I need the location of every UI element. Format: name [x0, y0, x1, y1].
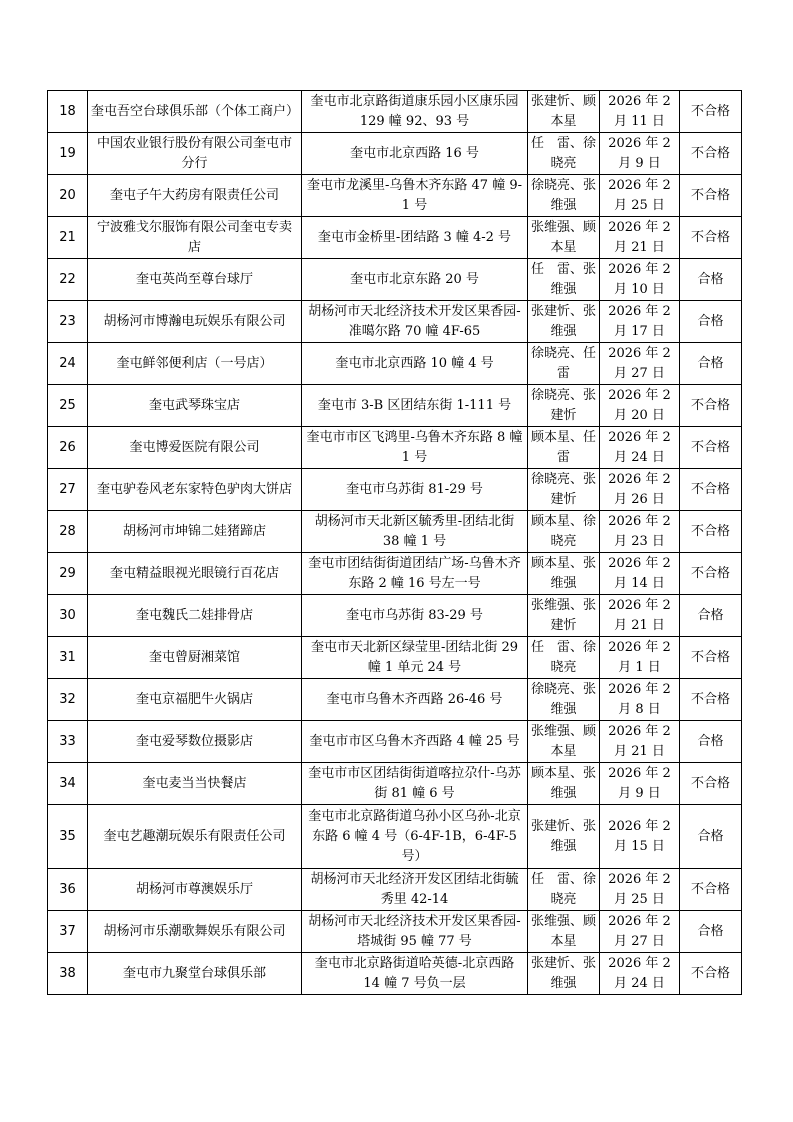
result-cell: 合格	[680, 595, 742, 637]
result-cell: 不合格	[680, 763, 742, 805]
row-number-cell: 36	[48, 869, 88, 911]
inspectors-cell: 张维强、顾本星	[528, 721, 600, 763]
address-cell: 奎屯市乌苏街 83-29 号	[302, 595, 528, 637]
row-number-cell: 27	[48, 469, 88, 511]
table-row	[48, 385, 742, 427]
result-cell: 不合格	[680, 679, 742, 721]
inspectors-cell: 徐晓亮、张维强	[528, 175, 600, 217]
address-cell: 奎屯市龙溪里-乌鲁木齐东路 47 幢 9-1 号	[302, 175, 528, 217]
address-cell: 奎屯市市区团结街街道喀拉尕什-乌苏街 81 幢 6 号	[302, 763, 528, 805]
table-row	[48, 869, 742, 911]
date-cell: 2026 年 2 月 21 日	[600, 595, 680, 637]
entity-name-cell: 奎屯武琴珠宝店	[88, 385, 302, 427]
entity-name-cell: 奎屯爱琴数位摄影店	[88, 721, 302, 763]
result-cell: 不合格	[680, 553, 742, 595]
result-cell: 合格	[680, 259, 742, 301]
row-number-cell: 32	[48, 679, 88, 721]
address-cell: 奎屯市市区飞鸿里-乌鲁木齐东路 8 幢 1 号	[302, 427, 528, 469]
result-cell: 不合格	[680, 869, 742, 911]
inspectors-cell: 顾本星、张维强	[528, 763, 600, 805]
date-cell: 2026 年 2 月 25 日	[600, 175, 680, 217]
date-cell: 2026 年 2 月 10 日	[600, 259, 680, 301]
inspectors-cell: 张维强、张建忻	[528, 595, 600, 637]
inspection-table	[47, 90, 742, 995]
result-cell: 不合格	[680, 91, 742, 133]
address-cell: 奎屯市北京西路 16 号	[302, 133, 528, 175]
date-cell: 2026 年 2 月 9 日	[600, 133, 680, 175]
date-cell: 2026 年 2 月 15 日	[600, 805, 680, 869]
date-cell: 2026 年 2 月 21 日	[600, 721, 680, 763]
inspectors-cell: 徐晓亮、张维强	[528, 679, 600, 721]
row-number-cell: 22	[48, 259, 88, 301]
entity-name-cell: 胡杨河市乐潮歌舞娱乐有限公司	[88, 911, 302, 953]
result-cell: 不合格	[680, 217, 742, 259]
result-cell: 合格	[680, 301, 742, 343]
result-cell: 不合格	[680, 469, 742, 511]
address-cell: 奎屯市乌鲁木齐西路 26-46 号	[302, 679, 528, 721]
row-number-cell: 20	[48, 175, 88, 217]
row-number-cell: 34	[48, 763, 88, 805]
table-row	[48, 911, 742, 953]
inspectors-cell: 徐晓亮、张建忻	[528, 385, 600, 427]
date-cell: 2026 年 2 月 11 日	[600, 91, 680, 133]
entity-name-cell: 奎屯吾空台球俱乐部（个体工商户）	[88, 91, 302, 133]
entity-name-cell: 奎屯驴卷风老东家特色驴肉大饼店	[88, 469, 302, 511]
inspectors-cell: 张建忻、张维强	[528, 953, 600, 995]
entity-name-cell: 奎屯京福肥牛火锅店	[88, 679, 302, 721]
table-row	[48, 343, 742, 385]
inspectors-cell: 张维强、顾本星	[528, 217, 600, 259]
address-cell: 奎屯市市区乌鲁木齐西路 4 幢 25 号	[302, 721, 528, 763]
date-cell: 2026 年 2 月 26 日	[600, 469, 680, 511]
table-row	[48, 679, 742, 721]
entity-name-cell: 胡杨河市尊澳娱乐厅	[88, 869, 302, 911]
row-number-cell: 28	[48, 511, 88, 553]
row-number-cell: 25	[48, 385, 88, 427]
row-number-cell: 21	[48, 217, 88, 259]
table-row	[48, 301, 742, 343]
inspectors-cell: 张建忻、顾本星	[528, 91, 600, 133]
entity-name-cell: 奎屯曾厨湘菜馆	[88, 637, 302, 679]
inspectors-cell: 任 雷、徐晓亮	[528, 133, 600, 175]
result-cell: 不合格	[680, 133, 742, 175]
address-cell: 奎屯市 3-B 区团结东街 1-111 号	[302, 385, 528, 427]
entity-name-cell: 奎屯博爱医院有限公司	[88, 427, 302, 469]
table-row	[48, 175, 742, 217]
entity-name-cell: 中国农业银行股份有限公司奎屯市分行	[88, 133, 302, 175]
table-row	[48, 511, 742, 553]
row-number-cell: 35	[48, 805, 88, 869]
result-cell: 不合格	[680, 427, 742, 469]
address-cell: 奎屯市天北新区绿莹里-团结北街 29 幢 1 单元 24 号	[302, 637, 528, 679]
table-row	[48, 553, 742, 595]
table-body	[48, 91, 742, 995]
inspectors-cell: 任 雷、张维强	[528, 259, 600, 301]
inspectors-cell: 任 雷、徐晓亮	[528, 869, 600, 911]
entity-name-cell: 奎屯子午大药房有限责任公司	[88, 175, 302, 217]
row-number-cell: 23	[48, 301, 88, 343]
entity-name-cell: 奎屯魏氏二娃排骨店	[88, 595, 302, 637]
entity-name-cell: 奎屯艺趣潮玩娱乐有限责任公司	[88, 805, 302, 869]
result-cell: 不合格	[680, 511, 742, 553]
row-number-cell: 19	[48, 133, 88, 175]
address-cell: 奎屯市金桥里-团结路 3 幢 4-2 号	[302, 217, 528, 259]
inspectors-cell: 顾本星、徐晓亮	[528, 511, 600, 553]
row-number-cell: 30	[48, 595, 88, 637]
date-cell: 2026 年 2 月 20 日	[600, 385, 680, 427]
table-row	[48, 217, 742, 259]
inspectors-cell: 张建忻、张维强	[528, 805, 600, 869]
address-cell: 奎屯市北京路街道哈英德-北京西路 14 幢 7 号负一层	[302, 953, 528, 995]
row-number-cell: 37	[48, 911, 88, 953]
table-row	[48, 721, 742, 763]
table-row	[48, 133, 742, 175]
address-cell: 胡杨河市天北经济开发区团结北街毓秀里 42-14	[302, 869, 528, 911]
table-row	[48, 953, 742, 995]
row-number-cell: 31	[48, 637, 88, 679]
entity-name-cell: 奎屯市九聚堂台球俱乐部	[88, 953, 302, 995]
result-cell: 合格	[680, 721, 742, 763]
date-cell: 2026 年 2 月 25 日	[600, 869, 680, 911]
entity-name-cell: 奎屯精益眼视光眼镜行百花店	[88, 553, 302, 595]
inspectors-cell: 徐晓亮、任 雷	[528, 343, 600, 385]
result-cell: 合格	[680, 343, 742, 385]
table-row	[48, 91, 742, 133]
row-number-cell: 38	[48, 953, 88, 995]
table-row	[48, 427, 742, 469]
date-cell: 2026 年 2 月 1 日	[600, 637, 680, 679]
row-number-cell: 29	[48, 553, 88, 595]
row-number-cell: 18	[48, 91, 88, 133]
inspectors-cell: 顾本星、张维强	[528, 553, 600, 595]
inspectors-cell: 张维强、顾本星	[528, 911, 600, 953]
address-cell: 胡杨河市天北经济技术开发区果香园-塔城街 95 幢 77 号	[302, 911, 528, 953]
entity-name-cell: 奎屯英尚至尊台球厅	[88, 259, 302, 301]
date-cell: 2026 年 2 月 24 日	[600, 953, 680, 995]
date-cell: 2026 年 2 月 27 日	[600, 343, 680, 385]
result-cell: 合格	[680, 911, 742, 953]
address-cell: 奎屯市北京西路 10 幢 4 号	[302, 343, 528, 385]
row-number-cell: 26	[48, 427, 88, 469]
result-cell: 不合格	[680, 175, 742, 217]
row-number-cell: 24	[48, 343, 88, 385]
date-cell: 2026 年 2 月 21 日	[600, 217, 680, 259]
entity-name-cell: 奎屯麦当当快餐店	[88, 763, 302, 805]
entity-name-cell: 胡杨河市坤锦二娃猪蹄店	[88, 511, 302, 553]
table-row	[48, 805, 742, 869]
table-row	[48, 763, 742, 805]
address-cell: 胡杨河市天北经济技术开发区果香园-准噶尔路 70 幢 4F-65	[302, 301, 528, 343]
address-cell: 奎屯市团结街街道团结广场-乌鲁木齐东路 2 幢 16 号左一号	[302, 553, 528, 595]
entity-name-cell: 奎屯鲜邻便利店（一号店）	[88, 343, 302, 385]
result-cell: 合格	[680, 805, 742, 869]
result-cell: 不合格	[680, 637, 742, 679]
date-cell: 2026 年 2 月 27 日	[600, 911, 680, 953]
date-cell: 2026 年 2 月 24 日	[600, 427, 680, 469]
row-number-cell: 33	[48, 721, 88, 763]
date-cell: 2026 年 2 月 23 日	[600, 511, 680, 553]
date-cell: 2026 年 2 月 9 日	[600, 763, 680, 805]
address-cell: 奎屯市北京东路 20 号	[302, 259, 528, 301]
inspectors-cell: 徐晓亮、张建忻	[528, 469, 600, 511]
inspectors-cell: 张建忻、张维强	[528, 301, 600, 343]
result-cell: 不合格	[680, 953, 742, 995]
table-row	[48, 259, 742, 301]
date-cell: 2026 年 2 月 17 日	[600, 301, 680, 343]
address-cell: 奎屯市北京路街道乌孙小区乌孙-北京东路 6 幢 4 号（6-4F-1B，6-4F-5 号）	[302, 805, 528, 869]
entity-name-cell: 胡杨河市博瀚电玩娱乐有限公司	[88, 301, 302, 343]
address-cell: 奎屯市乌苏街 81-29 号	[302, 469, 528, 511]
result-cell: 不合格	[680, 385, 742, 427]
table-row	[48, 637, 742, 679]
table-row	[48, 595, 742, 637]
address-cell: 胡杨河市天北新区毓秀里-团结北街 38 幢 1 号	[302, 511, 528, 553]
date-cell: 2026 年 2 月 8 日	[600, 679, 680, 721]
table-row	[48, 469, 742, 511]
inspectors-cell: 任 雷、徐晓亮	[528, 637, 600, 679]
date-cell: 2026 年 2 月 14 日	[600, 553, 680, 595]
entity-name-cell: 宁波雅戈尔服饰有限公司奎屯专卖店	[88, 217, 302, 259]
inspectors-cell: 顾本星、任 雷	[528, 427, 600, 469]
address-cell: 奎屯市北京路街道康乐园小区康乐园 129 幢 92、93 号	[302, 91, 528, 133]
